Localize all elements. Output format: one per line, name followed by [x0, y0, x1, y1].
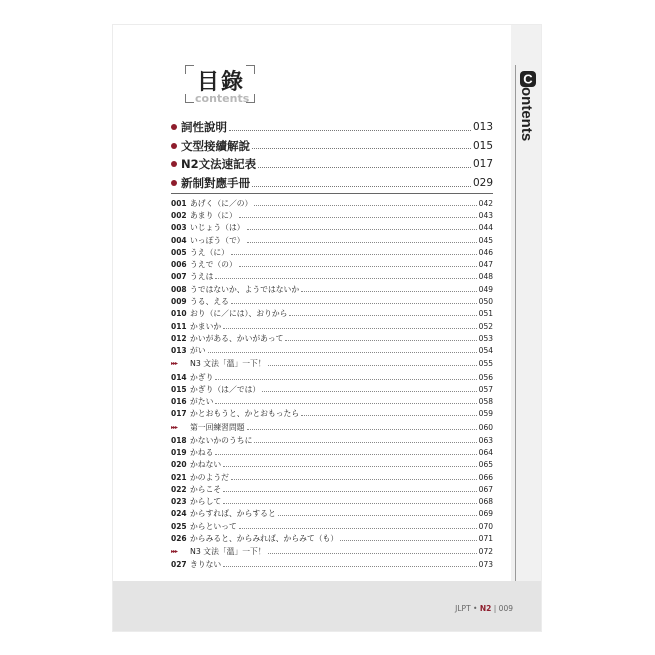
- grammar-entry-row[interactable]: [171, 209, 493, 221]
- leader-dots: [223, 566, 476, 567]
- leader-dots: [268, 365, 477, 366]
- grammar-entry-row[interactable]: [171, 246, 493, 258]
- entry-page: 064: [478, 447, 493, 457]
- leader-dots: [231, 479, 477, 480]
- main-section-label: N2文法速記表: [181, 157, 257, 172]
- grammar-entry-row[interactable]: [171, 532, 493, 544]
- footer-text: [455, 604, 513, 613]
- grammar-entry-row[interactable]: [171, 308, 493, 320]
- entry-number: 011: [171, 321, 187, 331]
- entry-number: 024: [171, 509, 187, 519]
- entry-number: 017: [171, 409, 187, 419]
- leader-dots: [301, 415, 477, 416]
- entry-label: うえで（の）: [190, 260, 237, 270]
- grammar-entry-row[interactable]: [171, 345, 493, 357]
- leader-dots: [208, 352, 477, 353]
- leader-dots: [215, 403, 476, 404]
- grammar-entry-row[interactable]: [171, 234, 493, 246]
- entry-page: 054: [478, 346, 493, 356]
- leader-dots: [215, 379, 476, 380]
- entry-number: 016: [171, 397, 187, 407]
- entry-page: 067: [478, 484, 493, 494]
- entry-number: 018: [171, 435, 187, 445]
- entry-label: からすれば、からすると: [190, 509, 276, 519]
- entry-page: 066: [478, 472, 493, 482]
- leader-dots: [231, 303, 477, 304]
- entry-number: 012: [171, 333, 187, 343]
- entry-page: 050: [478, 297, 493, 307]
- leader-dots: [289, 315, 476, 316]
- section-entry-row[interactable]: [171, 545, 493, 559]
- main-section-row[interactable]: [171, 118, 493, 137]
- entry-number: 008: [171, 284, 187, 294]
- grammar-entry-list: [171, 197, 493, 571]
- entry-page: 070: [478, 521, 493, 531]
- section-entry-row[interactable]: [171, 420, 493, 434]
- main-section-page: 017: [472, 158, 493, 171]
- leader-dots: [239, 528, 477, 529]
- entry-number: 003: [171, 223, 187, 233]
- bullet-icon: [171, 143, 177, 149]
- grammar-entry-row[interactable]: [171, 295, 493, 307]
- leader-dots: [301, 291, 477, 292]
- entry-label: うえ（に）: [190, 247, 229, 257]
- page-subtitle: contents: [195, 92, 250, 105]
- grammar-entry-row[interactable]: [171, 320, 493, 332]
- entry-label: からこそ: [190, 484, 222, 494]
- arrow-icon: ▸▸▸: [171, 423, 178, 431]
- grammar-entry-row[interactable]: [171, 471, 493, 483]
- entry-page: 060: [478, 422, 493, 432]
- entry-page: 071: [478, 534, 493, 544]
- entry-label: かいがある、かいがあって: [190, 333, 284, 343]
- entry-page: 072: [478, 547, 493, 557]
- leader-dots: [268, 553, 477, 554]
- entry-page: 047: [478, 260, 493, 270]
- grammar-entry-row[interactable]: [171, 520, 493, 532]
- leader-dots: [215, 278, 476, 279]
- entry-page: 055: [478, 359, 493, 369]
- entry-number: 014: [171, 372, 187, 382]
- entry-label: かないかのうちに: [190, 435, 253, 445]
- entry-label: かぎり（は／では）: [190, 384, 261, 394]
- grammar-entry-row[interactable]: [171, 508, 493, 520]
- entry-number: 025: [171, 521, 187, 531]
- entry-page: 068: [478, 497, 493, 507]
- entry-number: 001: [171, 198, 187, 208]
- main-section-page: 015: [472, 139, 493, 152]
- grammar-entry-row[interactable]: [171, 283, 493, 295]
- side-title-text: ontents: [518, 87, 535, 142]
- entry-label: からして: [190, 497, 222, 507]
- entry-label: うえは: [190, 272, 214, 282]
- entry-label: かねない: [190, 460, 222, 470]
- entry-page: 056: [478, 372, 493, 382]
- entry-page: 042: [478, 198, 493, 208]
- grammar-entry-row[interactable]: [171, 383, 493, 395]
- leader-dots: [223, 328, 476, 329]
- entry-page: 059: [478, 409, 493, 419]
- entry-label: かのようだ: [190, 472, 229, 482]
- entry-label: N3 文法「溫」一下！: [190, 359, 266, 369]
- entry-number: 007: [171, 272, 187, 282]
- entry-number: 009: [171, 297, 187, 307]
- grammar-entry-row[interactable]: [171, 434, 493, 446]
- entry-page: 048: [478, 272, 493, 282]
- grammar-entry-row[interactable]: [171, 197, 493, 209]
- entry-number: 010: [171, 309, 187, 319]
- leader-dots: [229, 130, 471, 131]
- entry-label: がい: [190, 346, 206, 356]
- page-title: 目錄: [197, 70, 246, 95]
- entry-label: うではないか、ようではないか: [190, 284, 300, 294]
- main-section-page: 013: [472, 121, 493, 134]
- footer-level: N2: [479, 604, 492, 613]
- arrow-icon: ▸▸▸: [171, 548, 178, 556]
- leader-dots: [247, 242, 477, 243]
- leader-dots: [254, 205, 476, 206]
- main-section-row[interactable]: [171, 155, 493, 174]
- leader-dots: [223, 466, 476, 467]
- entry-label: からみると、からみれば、からみて（も）: [190, 534, 339, 544]
- entry-number: 019: [171, 447, 187, 457]
- entry-label: からといって: [190, 521, 237, 531]
- entry-page: 057: [478, 384, 493, 394]
- main-section-row[interactable]: [171, 137, 493, 156]
- entry-number: 023: [171, 497, 187, 507]
- entry-number: 004: [171, 235, 187, 245]
- entry-label: いじょう（は）: [190, 223, 245, 233]
- book-page: [113, 25, 541, 631]
- leader-dots: [231, 254, 477, 255]
- grammar-entry-row[interactable]: [171, 395, 493, 407]
- entry-number: 013: [171, 346, 187, 356]
- entry-label: かとおもうと、かとおもったら: [190, 409, 300, 419]
- arrow-icon: ▸▸▸: [171, 360, 178, 368]
- grammar-entry-row[interactable]: [171, 371, 493, 383]
- entry-label: あげく（に／の）: [190, 198, 253, 208]
- main-section-list: [171, 118, 493, 192]
- main-section-row[interactable]: [171, 174, 493, 193]
- grammar-entry-row[interactable]: [171, 408, 493, 420]
- entry-label: N3 文法「溫」一下！: [190, 547, 266, 557]
- entry-page: 044: [478, 223, 493, 233]
- entry-number: 015: [171, 384, 187, 394]
- leader-dots: [258, 167, 471, 168]
- bullet-icon: [171, 124, 177, 130]
- entry-label: あまり（に）: [190, 210, 237, 220]
- entry-label: おり（に／には）、おりから: [190, 309, 288, 319]
- entry-label: きりない: [190, 560, 222, 570]
- entry-label: かまいか: [190, 321, 222, 331]
- entry-number: 006: [171, 260, 187, 270]
- bullet-icon: [171, 180, 177, 186]
- footer-band: [113, 581, 541, 631]
- leader-dots: [262, 391, 477, 392]
- grammar-entry-row[interactable]: [171, 459, 493, 471]
- entry-number: 005: [171, 247, 187, 257]
- grammar-entry-row[interactable]: [171, 222, 493, 234]
- entry-number: 027: [171, 560, 187, 570]
- entry-number: 021: [171, 472, 187, 482]
- grammar-entry-row[interactable]: [171, 258, 493, 270]
- leader-dots: [223, 491, 476, 492]
- leader-dots: [252, 186, 471, 187]
- entry-page: 065: [478, 460, 493, 470]
- entry-page: 045: [478, 235, 493, 245]
- entry-number: 002: [171, 210, 187, 220]
- entry-page: 046: [478, 247, 493, 257]
- entry-number: 020: [171, 460, 187, 470]
- section-entry-row[interactable]: [171, 357, 493, 371]
- grammar-entry-row[interactable]: [171, 483, 493, 495]
- entry-label: うる、える: [190, 297, 229, 307]
- entry-label: 第一回練習問題: [190, 422, 245, 432]
- main-section-label: 文型接續解說: [181, 138, 250, 153]
- entry-page: 063: [478, 435, 493, 445]
- footer-prefix: JLPT •: [455, 604, 478, 613]
- entry-label: いっぽう（で）: [190, 235, 245, 245]
- main-section-label: 詞性說明: [181, 120, 227, 135]
- grammar-entry-row[interactable]: [171, 446, 493, 458]
- leader-dots: [239, 217, 477, 218]
- entry-label: かねる: [190, 447, 214, 457]
- entry-label: かぎり: [190, 372, 214, 382]
- leader-dots: [285, 340, 476, 341]
- entry-page: 069: [478, 509, 493, 519]
- leader-dots: [247, 429, 477, 430]
- bullet-icon: [171, 161, 177, 167]
- leader-dots: [223, 503, 476, 504]
- main-section-label: 新制對應手冊: [181, 176, 250, 191]
- leader-dots: [239, 266, 477, 267]
- grammar-entry-row[interactable]: [171, 496, 493, 508]
- entry-page: 073: [478, 560, 493, 570]
- footer-page-number: | 009: [493, 604, 513, 613]
- leader-dots: [215, 454, 476, 455]
- grammar-entry-row[interactable]: [171, 559, 493, 571]
- leader-dots: [254, 442, 476, 443]
- entry-page: 053: [478, 333, 493, 343]
- section-divider: [171, 193, 493, 194]
- side-title: [498, 69, 558, 169]
- entry-page: 049: [478, 284, 493, 294]
- leader-dots: [278, 515, 477, 516]
- main-section-page: 029: [472, 177, 493, 190]
- grammar-entry-row[interactable]: [171, 271, 493, 283]
- entry-page: 043: [478, 210, 493, 220]
- entry-number: 022: [171, 484, 187, 494]
- leader-dots: [247, 229, 477, 230]
- entry-page: 058: [478, 397, 493, 407]
- leader-dots: [252, 148, 471, 149]
- entry-page: 051: [478, 309, 493, 319]
- entry-label: がたい: [190, 397, 214, 407]
- grammar-entry-row[interactable]: [171, 332, 493, 344]
- entry-page: 052: [478, 321, 493, 331]
- entry-number: 026: [171, 534, 187, 544]
- side-title-initial: C: [523, 71, 533, 87]
- leader-dots: [340, 540, 477, 541]
